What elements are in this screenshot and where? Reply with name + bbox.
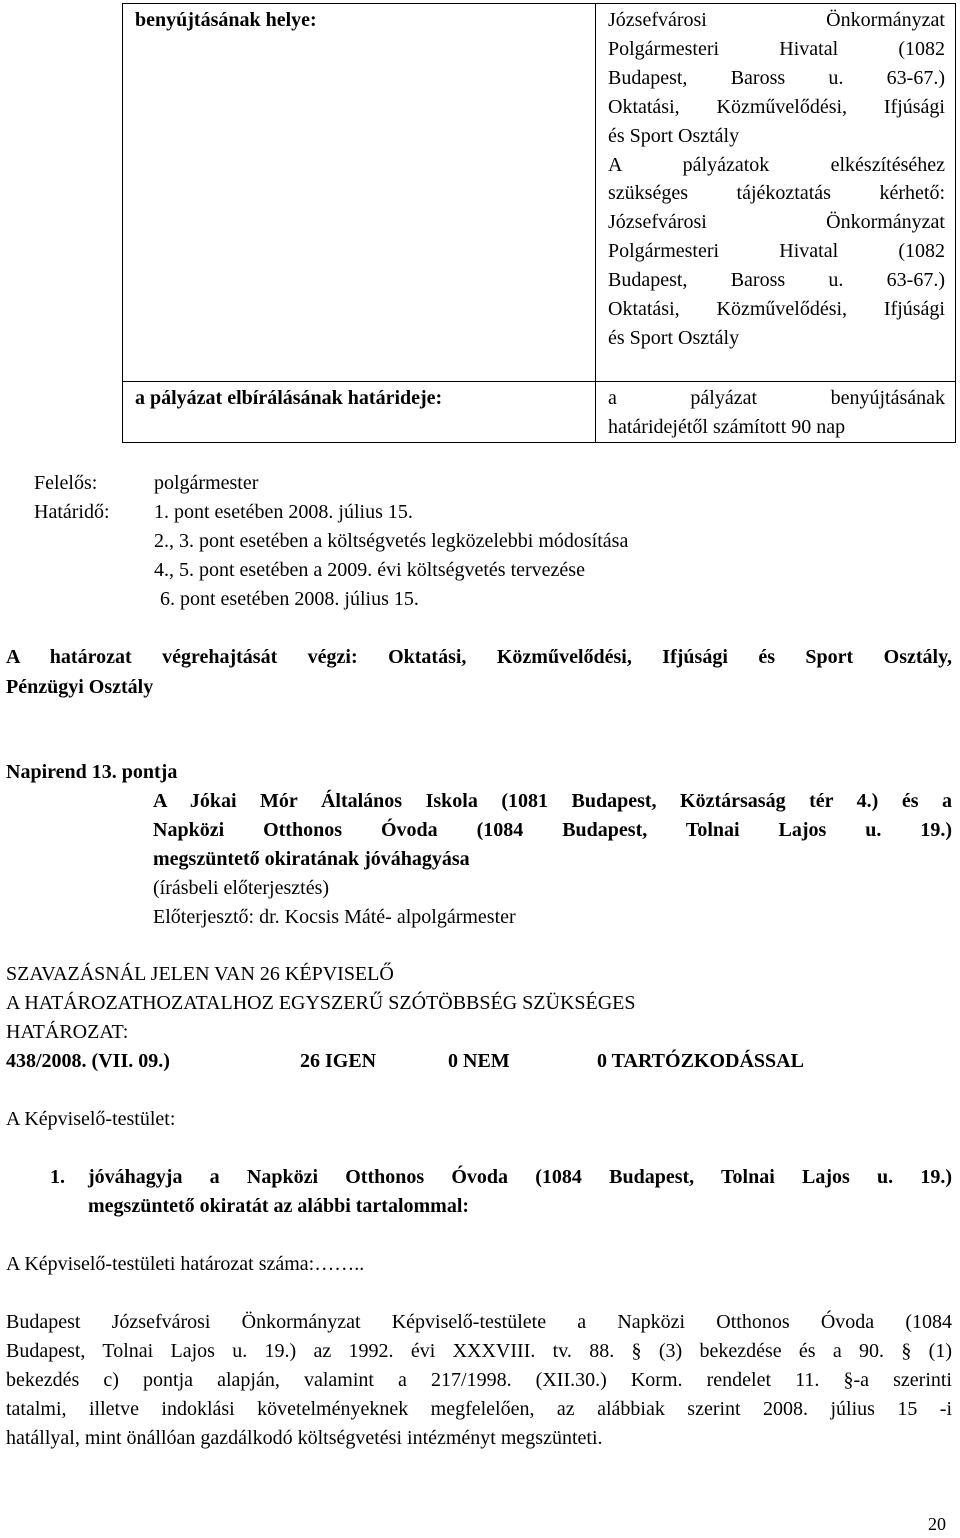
deadline-label: Határidő: bbox=[34, 501, 110, 523]
responsible-value: polgármester bbox=[154, 472, 259, 494]
submission-place-line: Polgármesteri Hivatal (1082 bbox=[608, 37, 945, 60]
agenda-subject-line: A Jókai Mór Általános Iskola (1081 Budapest, Köztársaság tér 4.) és a bbox=[153, 790, 952, 812]
application-info-table bbox=[122, 3, 956, 443]
agenda-title: Napirend 13. pontja bbox=[6, 761, 178, 783]
submission-place-line: Budapest, Baross u. 63-67.) bbox=[608, 269, 945, 292]
final-paragraph-line: Budapest Józsefvárosi Önkormányzat Képviselő-testülete a Napközi Otthonos Óvoda (1084 bbox=[6, 1311, 952, 1333]
resolution-number-line: A Képviselő-testületi határozat száma:…….. bbox=[6, 1253, 365, 1275]
responsible-label: Felelős: bbox=[34, 472, 98, 494]
submission-place-line: Budapest, Baross u. 63-67.) bbox=[608, 66, 945, 89]
final-paragraph-line: bekezdés c) pontja alapján, valamint a 217/1998. (XII.30.) Korm. rendelet 11. §-a szerinti bbox=[6, 1369, 952, 1391]
agenda-presenter: Előterjesztő: dr. Kocsis Máté- alpolgármester bbox=[153, 906, 516, 928]
submission-place-line: és Sport Osztály bbox=[608, 326, 740, 349]
submission-place-line: Józsefvárosi Önkormányzat bbox=[608, 211, 945, 234]
deadline-item: 4., 5. pont esetében a 2009. évi költségvetés tervezése bbox=[154, 559, 585, 581]
submission-place-line: Polgármesteri Hivatal (1082 bbox=[608, 240, 945, 263]
submission-place-line: Józsefvárosi Önkormányzat bbox=[608, 9, 945, 31]
final-paragraph-line: Budapest, Tolnai Lajos u. 19.) az 1992. évi XXXVIII. tv. 88. § (3) bekezdése és a 90. § (1) bbox=[6, 1340, 952, 1362]
evaluation-deadline-value-cell bbox=[596, 382, 956, 443]
submission-place-line: Oktatási, Közművelődési, Ifjúsági bbox=[608, 298, 945, 321]
agenda-subject-line: Napközi Otthonos Óvoda (1084 Budapest, Tolnai Lajos u. 19.) bbox=[153, 819, 952, 841]
executor-line: A határozat végrehajtását végzi: Oktatási, Közművelődési, Ifjúsági és Sport Osztály, bbox=[6, 646, 952, 668]
resolution-label: HATÁROZAT: bbox=[6, 1021, 129, 1043]
evaluation-deadline-row bbox=[123, 382, 956, 443]
evaluation-deadline-line: a pályázat benyújtásának bbox=[608, 387, 945, 409]
submission-place-line: szükséges tájékoztatás kérhető: bbox=[608, 182, 945, 205]
evaluation-deadline-label-cell bbox=[123, 382, 596, 443]
final-paragraph-line: tatalmi, illetve indoklási követelményeknek megfelelően, az alábbiak szerint 2008. július 15 -i bbox=[6, 1398, 952, 1420]
deadline-item: 1. pont esetében 2008. július 15. bbox=[154, 501, 413, 523]
point-number: 1. bbox=[50, 1166, 65, 1188]
submission-place-label: benyújtásának helye: bbox=[135, 9, 317, 31]
executor-line: Pénzügyi Osztály bbox=[6, 676, 154, 698]
vote-abstain: 0 TARTÓZKODÁSSAL bbox=[597, 1050, 804, 1072]
point-line: jóváhagyja a Napközi Otthonos Óvoda (1084 Budapest, Tolnai Lajos u. 19.) bbox=[88, 1166, 952, 1188]
vote-present-count: SZAVAZÁSNÁL JELEN VAN 26 KÉPVISELŐ bbox=[6, 963, 394, 985]
submission-place-value-cell bbox=[596, 4, 956, 382]
deadline-item: 6. pont esetében 2008. július 15. bbox=[160, 588, 419, 610]
vote-majority-required: A HATÁROZATHOZATALHOZ EGYSZERŰ SZÓTÖBBSÉG SZÜKSÉGES bbox=[6, 992, 636, 1014]
final-paragraph-line: hatállyal, mint önállóan gazdálkodó költségvetési intézményt megszünteti. bbox=[6, 1427, 603, 1449]
agenda-submission-type: (írásbeli előterjesztés) bbox=[153, 877, 330, 899]
submission-place-row bbox=[123, 4, 956, 382]
submission-place-line: Oktatási, Közművelődési, Ifjúsági bbox=[608, 95, 945, 118]
agenda-subject-line: megszüntető okiratának jóváhagyása bbox=[153, 848, 470, 870]
deadline-item: 2., 3. pont esetében a költségvetés legközelebbi módosítása bbox=[154, 530, 629, 552]
submission-place-label-cell bbox=[123, 4, 596, 382]
point-line: megszüntető okiratát az alábbi tartalommal: bbox=[88, 1195, 470, 1217]
resolution-number: 438/2008. (VII. 09.) bbox=[6, 1050, 170, 1072]
vote-yes: 26 IGEN bbox=[300, 1050, 377, 1072]
submission-place-line: és Sport Osztály bbox=[608, 124, 740, 147]
vote-no: 0 NEM bbox=[448, 1050, 510, 1072]
submission-place-line: A pályázatok elkészítéséhez bbox=[608, 153, 945, 176]
evaluation-deadline-line: határidejétől számított 90 nap bbox=[608, 415, 846, 438]
evaluation-deadline-label: a pályázat elbírálásának határideje: bbox=[135, 387, 443, 409]
page-number: 20 bbox=[928, 1514, 946, 1534]
body-label: A Képviselő-testület: bbox=[6, 1108, 176, 1130]
